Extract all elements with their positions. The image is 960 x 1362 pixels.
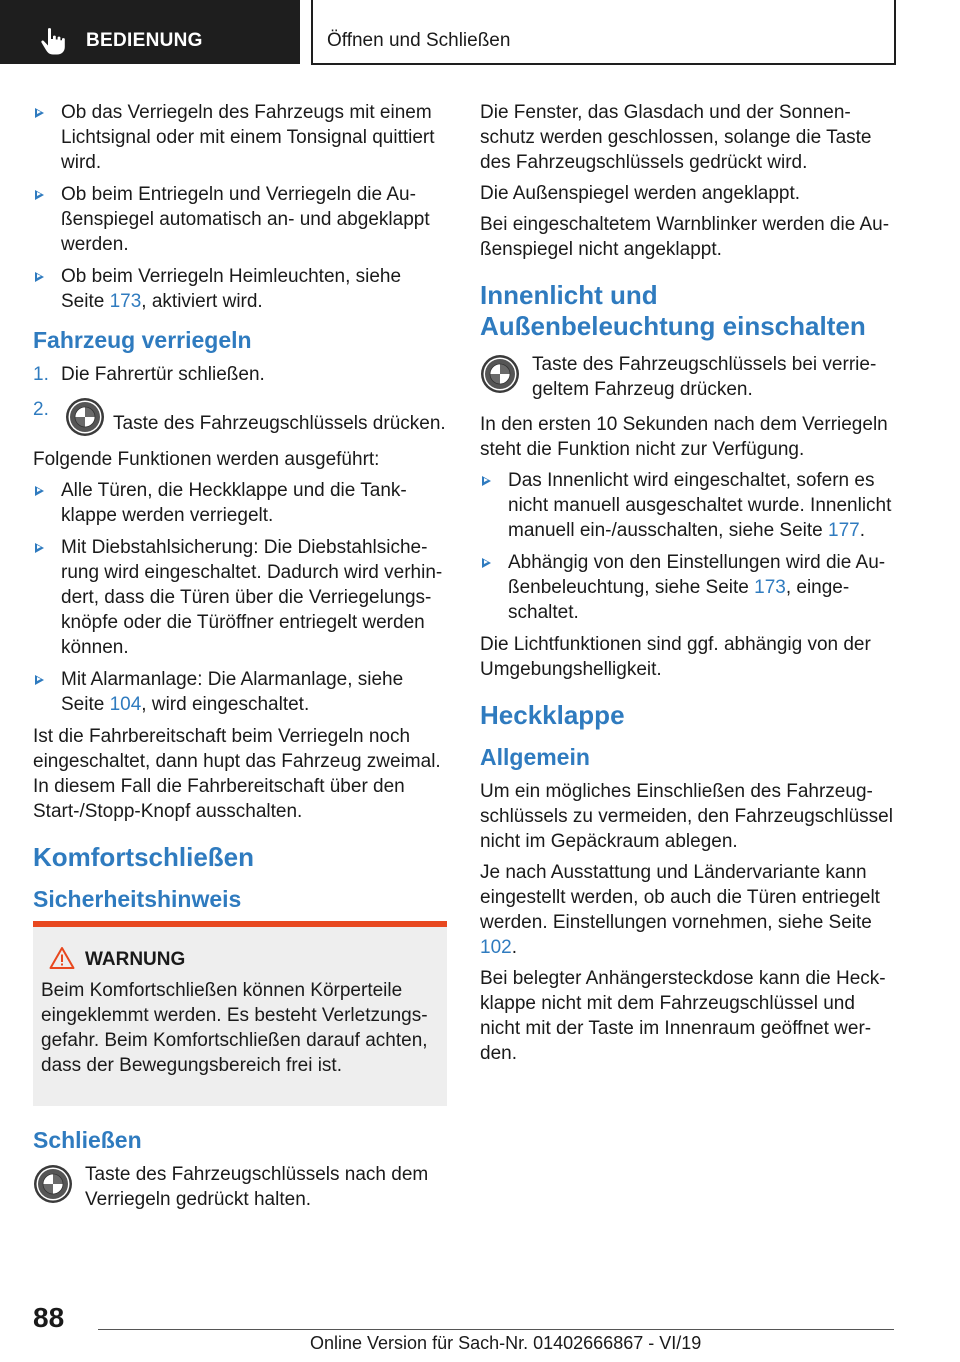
header-edge [894,0,896,65]
paragraph: Die Fenster, das Glasdach und der Sonnenschutz werden geschlossen, solange die Taste des Fahrzeugschlüssels gedrückt wird. [480,102,872,173]
page-link[interactable]: 102 [480,937,512,958]
triangle-bullet-icon [482,476,491,486]
key-fob-button-icon [480,354,520,394]
paragraph: Bei eingeschaltetem Warnblinker werden die Außenspiegel nicht angeklappt. [480,214,890,260]
heading-close: Schließen [33,1127,142,1153]
triangle-bullet-icon [35,190,44,200]
footer-online-version: Online Version für Sach-Nr. 01402666867 - VI/19 [310,1333,702,1353]
footer-rule [98,1329,894,1330]
lighting-bullet-list [480,468,896,625]
list-item: Mit Alarmanlage: Die Alarmanlage, siehe Seite 104, wird eingeschaltet. [33,667,447,717]
section-title: BEDIENUNG [86,30,203,51]
list-item: Mit Diebstahlsicherung: Die Diebstahlsicherung wird eingeschaltet. Dadurch wird verhindert, dass die Türen über die Verriegelungsknöpfe oder die Türöffner entriegelt werden können. [33,535,447,660]
list-item: Das Innenlicht wird eingeschaltet, sofern es nicht manuell ausgeschaltet wurde. Innenlicht manuell ein-/ausschalten, siehe Seite 177. [480,468,896,543]
page-link[interactable]: 177 [828,520,860,541]
warning-triangle-icon [49,946,75,970]
page-number: 88 [33,1302,65,1333]
list-item: Alle Türen, die Heckklappe und die Tankklappe werden verriegelt. [33,478,447,528]
heading-tailgate: Heckklappe [480,700,625,730]
page-header [0,0,960,66]
list-item: 1. Die Fahrertür schließen. [33,364,265,385]
ready-note: Ist die Fahrbereitschaft beim Verriegeln noch eingeschaltet, dann hupt das Fahrzeug zweimal. In diesem Fall die Fahrbereitschaft über den Start-/Stopp-Knopf ausschalten. [33,726,441,822]
triangle-bullet-icon [35,675,44,685]
key-fob-button-icon [33,1164,73,1204]
triangle-bullet-icon [35,543,44,553]
left-column [33,100,447,1222]
page-link[interactable]: 104 [109,694,142,715]
functions-bullet-list [33,478,447,717]
hand-pointer-icon [40,27,66,55]
warning-box [33,921,447,1106]
header-divider [311,0,313,64]
paragraph: Die Lichtfunktionen sind ggf. abhängig von der Umgebungshelligkeit. [480,634,871,680]
heading-safety-note: Sicherheitshinweis [33,886,242,912]
list-item: Ob beim Verriegeln Heimleuchten, siehe Seite 173, aktiviert wird. [33,264,447,314]
page-link[interactable]: 173 [109,291,142,312]
triangle-bullet-icon [35,486,44,496]
heading-lighting: Innenlicht und Außenbeleuchtung einschalten [480,280,866,341]
page-link[interactable]: 173 [754,577,786,598]
list-item: Abhängig von den Einstellungen wird die Außenbeleuchtung, siehe Seite 173, eingeschaltet. [480,550,896,625]
header-underline [311,63,896,65]
settings-bullet-list [33,100,447,314]
list-item: Ob beim Entriegeln und Verriegeln die Außenspiegel automatisch an- und abgeklappt werden. [33,182,447,257]
heading-general: Allgemein [480,744,590,770]
close-key-instruction: Taste des Fahrzeugschlüssels nach dem Verriegeln gedrückt halten. [33,1162,447,1212]
chapter-title: Öffnen und Schließen [327,30,511,51]
warning-text: Beim Komfortschließen können Körperteile eingeklemmt werden. Es besteht Verletzungsgefahr. Beim Komfortschließen darauf achten, dass der Bewegungsbereich frei ist. [41,980,428,1076]
paragraph: In den ersten 10 Sekunden nach dem Verriegeln steht die Funktion nicht zur Verfügung. [480,414,888,460]
heading-comfort-closing: Komfortschließen [33,842,255,872]
functions-intro: Folgende Funktionen werden ausgeführt: [33,449,380,470]
right-column [480,100,896,1072]
key-fob-button-icon [65,397,105,437]
paragraph: Die Außenspiegel werden angeklappt. [480,183,801,204]
paragraph: Um ein mögliches Einschließen des Fahrzeugschlüssels zu vermeiden, den Fahrzeugschlüssel nicht im Gepäckraum ablegen. [480,781,893,852]
triangle-bullet-icon [35,272,44,282]
list-item: 2. Taste des Fahrzeugschlüssels drücken. [33,397,447,437]
light-key-instruction: Taste des Fahrzeugschlüssels bei verriegeltem Fahrzeug drücken. [480,352,896,402]
heading-lock-vehicle: Fahrzeug verriegeln [33,327,252,353]
triangle-bullet-icon [35,108,44,118]
triangle-bullet-icon [482,558,491,568]
section-tab [0,0,300,64]
lock-steps [33,362,447,437]
list-item: Ob das Verriegeln des Fahrzeugs mit einem Lichtsignal oder mit einem Tonsignal quittiert wird. [33,100,447,175]
paragraph: Bei belegter Anhängersteckdose kann die Heckklappe nicht mit dem Fahrzeugschlüssel und nicht mit der Taste im Innenraum geöffnet werden. [480,968,886,1064]
warning-title: WARNUNG [45,947,439,972]
paragraph: Je nach Ausstattung und Ländervariante kann eingestellt werden, ob auch die Türen entriegelt werden. Einstellungen vornehmen, siehe Seite 102. [480,862,880,958]
